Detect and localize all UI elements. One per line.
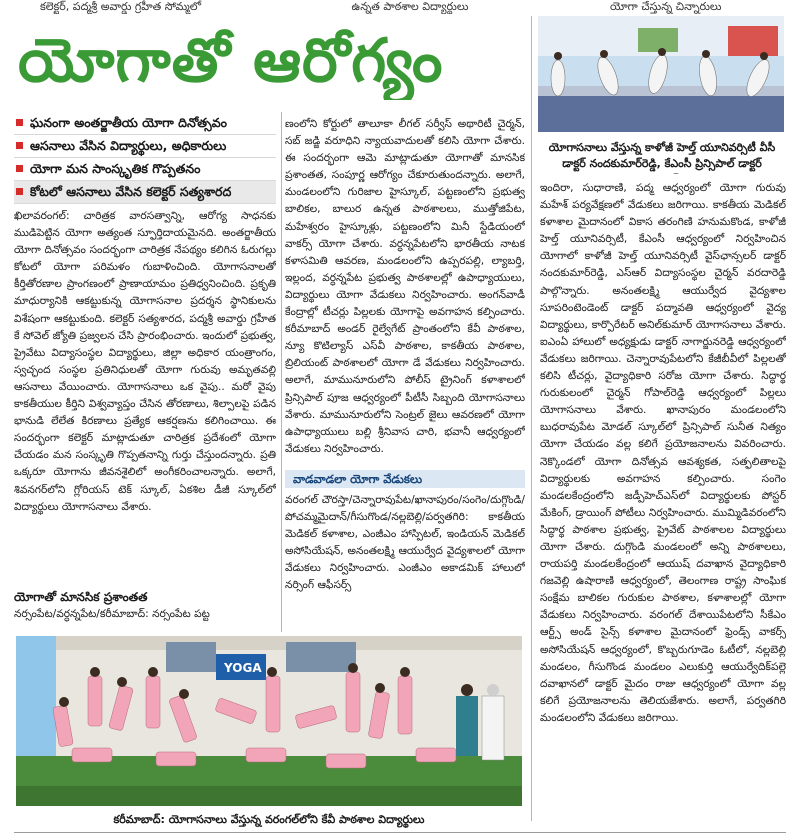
key-points-list <box>14 112 276 204</box>
top-right-photo <box>538 16 784 132</box>
column-divider <box>281 112 282 632</box>
yoga-banner: YOGA <box>224 661 262 675</box>
article-column-1: ఖిలావరంగల్: చారిత్రక వారసత్వాన్ని, ఆరోగ్య సాధనకు ముడిపెట్టిన యోగా అత్యంత స్ఫూర్తిదాయమైనది. అంతర్జాతీయ యోగా దినోత్సవం సందర్భంగా చారిత్రక నేపథ్యం కలిగిన ఓరుగల్లు కోటలో యోగా పరిమళం గుబాళించింది. యోగాసనాలతో కీర్తితోరణాల ప్రాంగణంలో ప్రాణాయామం ప్రతిధ్వనించింది. ప్రకృతి మాధుర్యానికి ఆకట్టుకున్న యోగాసనాల ప్రదర్శన స్థానికులను విశేషంగా ఆకట్టుకుంది. కలెక్టర్ సత్యశారద, పద్మశ్రీ అవార్డు గ్రహీత కే సోవెల్ జ్యోతి ప్రజ్వలన చేసి ప్రారంభించారు. ఇందులో ప్రభుత్వ, ప్రైవేటు విద్యాసంస్థల విద్యార్థులు, జిల్లా అధికార యంత్రాంగం, స్వచ్ఛంద సంస్థల ప్రతినిధులతో యోగా గురువు అమృతవల్లి ఆసనాలు వేయించారు. యోగాసనాలు ఒక వైపు.. మరో వైపు కాకతీయుల కీర్తిని విశ్వవ్యాప్తం చేసిన తోరణాలు, శిల్పాలపై పడిన భానుడి లేలేత కిరణాలు ప్రత్యేక ఆకర్షణను కలిగించాయి. ఈ సందర్భంగా కలెక్టర్ మాట్లాడుతూ చారిత్రక ప్రదేశంలో యోగా చేయడం మన సంస్కృతి గొప్పతనాన్ని గుర్తు చేస్తుందన్నారు. ప్రతి ఒక్కరూ యోగాను జీవనశైలిలో అంగీకరించాలన్నారు. అలాగే, శివనగర్‌లోని గ్లోరియస్ టెక్ స్కూల్, ఏకశిల డీజీ స్కూల్‌లో విద్యార్థులు యోగాసనాలు వేశారు. <box>14 210 276 513</box>
bullet-square-icon <box>16 119 23 126</box>
key-point: ఘనంగా అంతర్జాతీయ యోగా దినోత్సవం <box>14 112 276 135</box>
article-column-2: ణంలోని కోర్టులో తాలూకా లీగల్ సర్వీస్ అథారిటీ చైర్మన్, సబ్ జడ్జి వరూధిని న్యాయవాదులతో కలిసి యోగా చేశారు. ఈ సందర్భంగా ఆమె మాట్లాడుతూ యోగాతో మానసిక ప్రశాంతత, సంపూర్ణ ఆరోగ్యం చేకూరుతుందన్నారు. అలాగే, మండలంలోని గురిజాల హైస్కూల్, పట్టణంలోని ప్రభుత్వ బాలికల, బాలుర ఉన్నత పాఠశాలలు, ముత్తోజిపేట, మహేశ్వరం హైస్కూళ్లు, పట్టణంలోని మినీ స్టేడియంలో వాకర్స్ యోగా చేశారు. వర్ధన్నపేటలోని భారతీయ నాటక కళాసమితి ఆవరణ, మండలంలోని ఉప్పరపల్లి, ల్యాబర్తి, ఇల్లంద, వర్ధన్నపేట ప్రభుత్వ పాఠశాలల్లో ఉపాధ్యాయులు, విద్యార్థులు యోగా వేడుకలు నిర్వహించారు. అంగన్‌వాడీ కేంద్రాల్లో టీచర్లు పిల్లలకు యోగాపై అవగాహన కల్పించారు. కరీమాబాద్ అండర్ రైల్వేగేట్ ప్రాంతంలోని కేవీ పాఠశాల, న్యూ కొటిల్యాస్ ఎస్‌వీ పాఠశాల, కాకతీయ పాఠశాల, బ్రిలియంట్ పాఠశాలలో యోగా డే వేడుకలు నిర్వహించారు. అలాగే, మామునూరులోని పోలీస్ ట్రైనింగ్ కళాశాలలో ప్రిన్సిపాల్ పూజ ఆధ్వర్యంలో పీటీసీ సిబ్బంది యోగాసనాలు వేశారు. మామునూరులోని సెంట్రల్ జైలు ఆవరణలో యోగా ఉపాధ్యాయులు బల్లి శ్రీనివాస చారి, భవానీ ఆధ్వర్యంలో వేడుకలు నిర్వహించారు. <box>285 118 525 455</box>
bullet-square-icon <box>16 165 23 172</box>
article-column-2-continued: వరంగల్‌ చౌరస్తా/చెన్నారావుపేట/ఖానాపురం/సంగెం/దుగ్గొండి/పోచమ్మమైదాన్/గీసుగొండ/నల్లబెల్లి/పర్వతగిరి: కాకతీయ మెడికల్ కళాశాల, ఎంజీఎం హాస్పిటల్, ఇండియన్ మెడికల్ అసోసియేషన్, అనంతలక్ష్మి ఆయుర్వేద వైద్యశాలలో యోగా వేడుకలు నిర్వహించారు. ఎంజీఎం అకాడమిక్ హాలులో నర్సింగ్ ఆఫీసర్స్ <box>285 494 525 592</box>
bullet-square-icon <box>16 142 23 149</box>
key-point: కోటలో ఆసనాలు వేసిన కలెక్టర్ సత్యశారద <box>14 181 276 204</box>
top-caption-middle: ఉన్నత పాఠశాల విద్యార్థులు <box>351 0 469 13</box>
bottom-photo <box>16 636 522 806</box>
key-point: ఆసనాలు వేసిన విద్యార్థులు, అధికారులు <box>14 135 276 158</box>
yoga-officials-photo <box>538 16 784 132</box>
key-point: యోగా మన సాంస్కృతిక గొప్పతనం <box>14 158 276 181</box>
subheading-celebrations: వాడవాడలా యోగా వేడుకలు <box>285 470 525 488</box>
article-column-1-tail: నర్సంపేట/వర్ధన్నపేట/కరీమాబాద్: నర్సంపేట పట్ట <box>14 608 210 620</box>
article-column-3: ఇందిరా, సుధారాణి, పద్మ ఆధ్వర్యంలో యోగా గురువు మహేశ్ పర్యవేక్షణలో వేడుకలు జరిగాయి. కాకతీయ మెడికల్ కళాశాల మైదానంలో వికాస తరంగిణి హనుమకొండ, కాళోజీ హెల్త్ యూనివర్సిటీ, కేఎంసీ ఆధ్వర్యంలో నిర్వహించిన యోగాలో కాళోజీ హెల్త్ యూనివర్సిటీ వైస్‌ఛాన్సలర్ డాక్టర్ నందకుమార్‌రెడ్డి, ఎస్‌ఆర్ విద్యాసంస్థల చైర్మన్ వరదారెడ్డి పాల్గొన్నారు. అనంతలక్ష్మి ఆయుర్వేద వైద్యశాల సూపరింటెండెంట్ డాక్టర్ పద్మావతి ఆధ్వర్యంలో వైద్య విద్యార్థులు, కార్పొరేటర్ అనిల్‌కుమార్ యోగాసనాలు వేశారు. ఐఎంఏ హాలులో అధ్యక్షుడు డాక్టర్ నాగార్జునరెడ్డి ఆధ్వర్యంలో వేడుకలు జరిగాయి. చెన్నారావుపేటలోని కేజీబీవీలో పిల్లలతో కలిసి టీచర్లు, వైద్యాధికారి సరోజ యోగా చేశారు. సిద్ధార్థ గురుకులంలో చైర్మన్ గోపాల్‌రెడ్డి ఆధ్వర్యంలో పిల్లలు యోగాసనాలు వేశారు. ఖానాపురం మండలంలోని బుధరావుపేట మోడల్ స్కూల్‌లో ప్రిన్సిపాల్ సునీత నిత్యం యోగా చేయడం వల్ల కలిగే ప్రయోజనాలను వివరించారు. నెక్కొండలో యోగా దినోత్సవ ఆవశ్యకత, సత్ఫలితాలపై విద్యార్థులకు అవగాహన కల్పించారు. సంగెం మండలకేంద్రంలోని జడ్పీహెచ్ఎస్‌లో విద్యార్థులకు పోస్టర్ మేకింగ్, డ్రాయింగ్ పోటీలు నిర్వహించారు. ముమ్మిడివరంలోని సిద్ధార్థ పాఠశాల ప్రభుత్వ, ప్రైవేట్ పాఠశాలల విద్యార్థులు యోగా చేశారు. దుగ్గొండి మండలంలో అన్ని పాఠశాలలు, రాయపర్తి మండలకేంద్రంలో ఆయుష్ దవాఖాన వైద్యాధికారి గజవెల్లి ఉషారాణి ఆధ్వర్యంలో, తెలంగాణ రాష్ట్ర సాంఘిక సంక్షేమ బాలికల గురుకుల పాఠశాల, కళాశాలల్లో యోగా వేడుకలు నిర్వహించారు. వరంగల్ దేశాయిపేటలోని సీకేఎం ఆర్ట్స్ అండ్ సైన్స్ కళాశాల మైదానంలో ఫ్రెండ్స్ వాకర్స్ అసోసియేషన్ ఆధ్వర్యంలో, కొబ్బరుగూడెం ఓటీలో, నల్లబెల్లి మండలం, గీసుగొండ మండలం ఎలుకుర్తి ఆయుర్వేదిక్‌పల్లె దవాఖానలో డాక్టర్ మైదం రాజు ఆధ్వర్యంలో యోగా వల్ల కలిగే ప్రయోజనాలను తెలియజేశారు. అలాగే, పర్వతగిరి మండలంలోని వేడుకలు జరిగాయి. <box>540 182 786 724</box>
page-bottom-rule <box>14 832 786 833</box>
bullet-square-icon <box>16 188 23 195</box>
right-photo-caption: యోగాసనాలు వేస్తున్న కాళోజీ హెల్త్ యూనివర్సిటీ వీసీ డాక్టర్ నందకుమార్‌రెడ్డి, కేఎంసీ ప్రిన్సిపాల్ డాక్టర్ <box>548 141 776 170</box>
subheading-mental-peace: యోగాతో మానసిక ప్రశాంతత <box>14 590 148 604</box>
students-yoga-photo <box>16 636 522 806</box>
top-caption-right: యోగా చేస్తున్న చిన్నారులు <box>610 0 722 13</box>
column-divider <box>531 16 532 821</box>
bottom-photo-caption: కరీమాబాద్: యోగాసనాలు వేస్తున్న వరంగల్‌లోని కేవీ పాఠశాల విద్యార్థులు <box>113 813 425 826</box>
top-caption-left: కలెక్టర్, పద్మశ్రీ అవార్డు గ్రహీత సోమ్మలో <box>40 0 202 13</box>
headline: యోగాతో ఆరోగ్యం <box>18 26 444 96</box>
